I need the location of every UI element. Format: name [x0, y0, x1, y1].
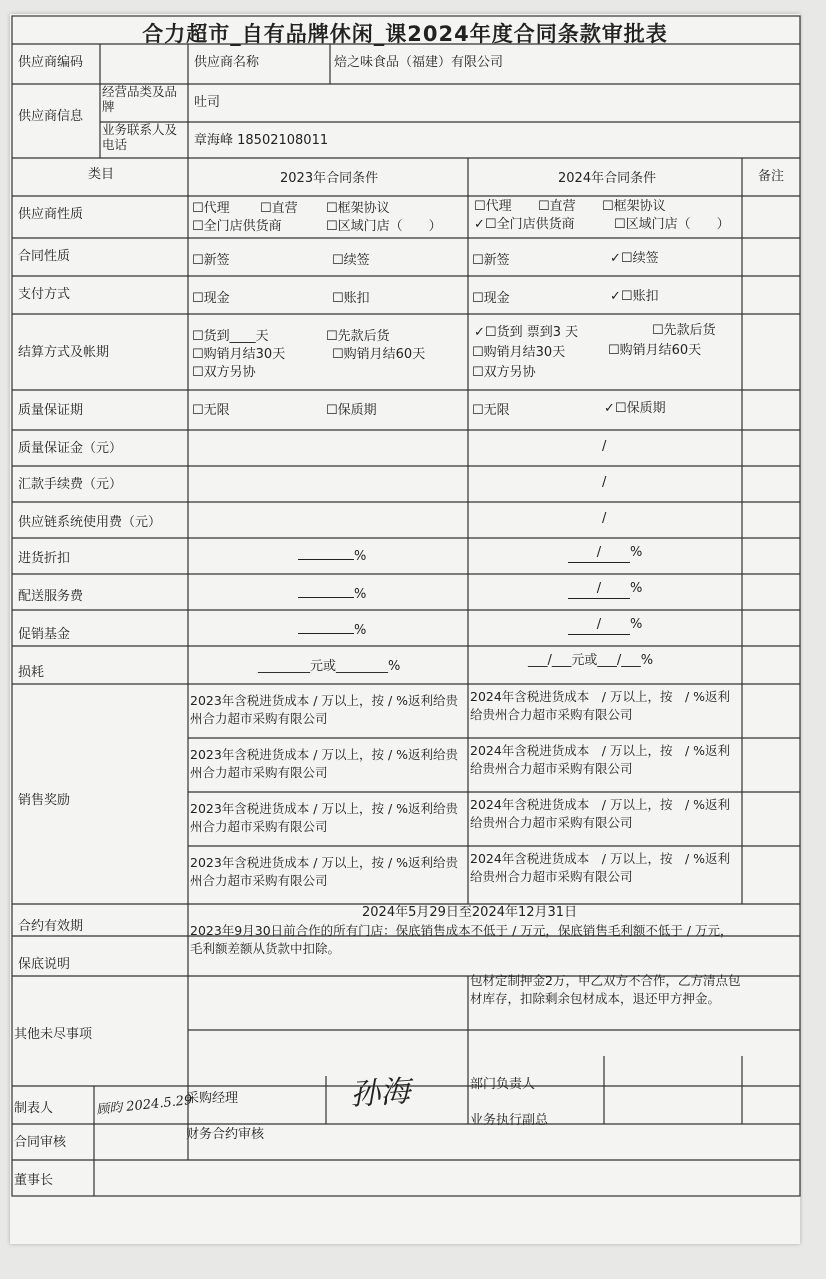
reward-2023-3: 2023年含税进货成本 / 万以上，按 / %返利给贵州合力超市采购有限公司 — [190, 801, 459, 834]
header-remark: 备注 — [758, 169, 785, 184]
label-sales-reward: 销售奖励 — [18, 793, 71, 808]
checkbox-agent-2023[interactable] — [192, 201, 204, 216]
checkbox-cash-2024[interactable] — [472, 291, 484, 306]
opt-label: 货到 票到3 天 — [496, 325, 579, 340]
opt-label: 货到____天 — [203, 329, 269, 344]
deposit-2024: / — [602, 439, 607, 454]
label-supplier-code: 供应商编码 — [18, 55, 84, 70]
pct-label: % — [630, 617, 643, 632]
promo-2023-blank[interactable] — [298, 633, 354, 634]
checkbox-none-2024[interactable] — [472, 403, 484, 418]
checkbox-prepay-2024[interactable] — [652, 323, 664, 338]
opt-label: 账扣 — [632, 289, 659, 304]
header-2023: 2023年合同条件 — [280, 171, 379, 186]
opt-label: 代理 — [485, 199, 512, 214]
checkbox-m30-2023[interactable] — [192, 347, 204, 362]
label-contract-review: 合同审核 — [14, 1135, 67, 1150]
label-scm-fee: 供应链系统使用费（元） — [18, 515, 162, 530]
checkbox-m60-2023[interactable] — [332, 347, 344, 362]
promo-2024-blank[interactable]: / — [568, 616, 630, 635]
opt-label: 全门店供货商 — [496, 217, 575, 232]
label-loss: 损耗 — [18, 665, 45, 680]
opt-label: 区域门店（ ） — [337, 219, 442, 234]
signature-mgr: 孙海 — [349, 1073, 412, 1114]
label-other: 其他未尽事项 — [14, 1027, 93, 1042]
signature-maker: 顾昀 2024.5.29 — [95, 1092, 194, 1118]
reward-2024-4: 2024年含税进货成本 / 万以上，按 / %返利给贵州合力超市采购有限公司 — [470, 851, 731, 884]
opt-label: 现金 — [483, 291, 510, 306]
opt-label: 新签 — [483, 253, 510, 268]
value-contact: 章海峰 18502108011 — [194, 133, 329, 148]
checkbox-new-2024[interactable] — [472, 253, 484, 268]
checkbox-deduct-2023[interactable] — [332, 291, 344, 306]
opt-label: 双方另协 — [203, 365, 256, 380]
reward-2023-4: 2023年含税进货成本 / 万以上，按 / %返利给贵州合力超市采购有限公司 — [190, 855, 459, 888]
discount-2023-blank[interactable] — [298, 559, 354, 560]
pct-label: % — [354, 623, 367, 638]
checkbox-shelf-2023[interactable] — [326, 403, 338, 418]
checkbox-none-2023[interactable] — [192, 403, 204, 418]
checkbox-renew-2024[interactable] — [621, 251, 633, 266]
tick-mark: ✓ — [474, 217, 485, 232]
discount-2024-blank[interactable]: / — [568, 544, 630, 563]
delivery-2024-blank[interactable]: / — [568, 580, 630, 599]
opt-label: 账扣 — [343, 291, 370, 306]
pct-label: % — [354, 549, 367, 564]
checkbox-shelf-2024[interactable] — [615, 401, 627, 416]
page-title: 合力超市_自有品牌休闲_课2024年度合同条款审批表 — [142, 22, 668, 46]
opt-label: 续签 — [632, 251, 659, 266]
opt-label: 框架协议 — [613, 199, 666, 214]
label-purchase-mgr: 采购经理 — [186, 1091, 239, 1106]
reward-2023-1: 2023年含税进货成本 / 万以上，按 / %返利给贵州合力超市采购有限公司 — [190, 693, 459, 726]
label-nature: 供应商性质 — [18, 207, 84, 222]
label-guarantee: 保底说明 — [18, 957, 71, 972]
pct-label: % — [630, 545, 643, 560]
reward-2024-2: 2024年含税进货成本 / 万以上，按 / %返利给贵州合力超市采购有限公司 — [470, 743, 731, 776]
header-item: 类目 — [88, 167, 115, 182]
opt-label: 无限 — [203, 403, 230, 418]
label-promo: 促销基金 — [18, 627, 71, 642]
label-supplier-info: 供应商信息 — [18, 109, 84, 124]
opt-label: 代理 — [203, 201, 230, 216]
checkbox-cash-2023[interactable] — [192, 291, 204, 306]
opt-label: 先款后货 — [663, 323, 716, 338]
checkbox-agent-2024[interactable] — [474, 199, 486, 214]
loss-2024: ___/___元或___/___% — [528, 653, 654, 668]
reward-2024-3: 2024年含税进货成本 / 万以上，按 / %返利给贵州合力超市采购有限公司 — [470, 797, 731, 830]
remit-fee-2024: / — [602, 475, 607, 490]
reward-2023-2: 2023年含税进货成本 / 万以上，按 / %返利给贵州合力超市采购有限公司 — [190, 747, 459, 780]
label-quality-period: 质量保证期 — [18, 403, 84, 418]
label-validity: 合约有效期 — [18, 919, 84, 934]
tick-mark: ✓ — [474, 325, 485, 340]
opt-label: 全门店供货商 — [203, 219, 282, 234]
label-deposit: 质量保证金（元） — [18, 441, 123, 456]
opt-label: 购销月结60天 — [619, 343, 702, 358]
opt-label: 直营 — [271, 201, 298, 216]
value-other: 包材定制押金2万，甲乙双方不合作，乙方清点包材库存，扣除剩余包材成本，退还甲方押金。 — [470, 973, 741, 1006]
label-chairman: 董事长 — [14, 1173, 54, 1188]
checkbox-region-2023[interactable] — [326, 219, 338, 234]
opt-label: 购销月结30天 — [483, 345, 566, 360]
opt-label: 保质期 — [337, 403, 377, 418]
label-maker: 制表人 — [14, 1101, 54, 1116]
checkbox-frame-2024[interactable] — [602, 199, 614, 214]
label-supplier-name: 供应商名称 — [194, 55, 260, 70]
loss-2023: ________元或________% — [258, 659, 401, 674]
label-settlement: 结算方式及帐期 — [18, 345, 110, 360]
paper-sheet — [10, 14, 800, 1244]
label-finance-review: 财务合约审核 — [186, 1127, 265, 1142]
checkbox-new-2023[interactable] — [192, 253, 204, 268]
scm-fee-2024: / — [602, 511, 607, 526]
checkbox-arrival-2024[interactable] — [485, 325, 497, 340]
reward-2024-1: 2024年含税进货成本 / 万以上，按 / %返利给贵州合力超市采购有限公司 — [470, 689, 731, 722]
checkbox-arrival-2023[interactable] — [192, 329, 204, 344]
label-contract-type: 合同性质 — [18, 249, 71, 264]
tick-mark: ✓ — [610, 289, 621, 304]
pct-label: % — [354, 587, 367, 602]
checkbox-m60-2024[interactable] — [608, 343, 620, 358]
opt-label: 现金 — [203, 291, 230, 306]
label-vp: 业务执行副总 — [470, 1113, 549, 1128]
opt-label: 保质期 — [626, 401, 666, 416]
checkbox-prepay-2023[interactable] — [326, 329, 338, 344]
pct-label: % — [630, 581, 643, 596]
checkbox-all-2024[interactable] — [485, 217, 497, 232]
opt-label: 购销月结60天 — [343, 347, 426, 362]
label-dept-head: 部门负责人 — [470, 1077, 536, 1092]
opt-label: 新签 — [203, 253, 230, 268]
checkbox-region-2024[interactable] — [614, 217, 626, 232]
checkbox-frame-2023[interactable] — [326, 201, 338, 216]
value-supplier-name: 焙之味食品（福建）有限公司 — [334, 55, 504, 70]
checkbox-both-2023[interactable] — [192, 365, 204, 380]
label-delivery: 配送服务费 — [18, 589, 84, 604]
opt-label: 先款后货 — [337, 329, 390, 344]
label-discount: 进货折扣 — [18, 551, 71, 566]
label-payment: 支付方式 — [18, 287, 71, 302]
opt-label: 区域门店（ ） — [625, 217, 730, 232]
header-2024: 2024年合同条件 — [558, 171, 657, 186]
label-remit-fee: 汇款手续费（元） — [18, 477, 123, 492]
checkbox-m30-2024[interactable] — [472, 345, 484, 360]
opt-label: 无限 — [483, 403, 510, 418]
checkbox-both-2024[interactable] — [472, 365, 484, 380]
checkbox-direct-2023[interactable] — [260, 201, 272, 216]
opt-label: 双方另协 — [483, 365, 536, 380]
delivery-2023-blank[interactable] — [298, 597, 354, 598]
label-category: 经营品类及品牌 — [102, 84, 178, 114]
opt-label: 框架协议 — [337, 201, 390, 216]
opt-label: 直营 — [549, 199, 576, 214]
opt-label: 购销月结30天 — [203, 347, 286, 362]
checkbox-direct-2024[interactable] — [538, 199, 550, 214]
checkbox-deduct-2024[interactable] — [621, 289, 633, 304]
opt-label: 续签 — [343, 253, 370, 268]
value-validity: 2024年5月29日至2024年12月31日 — [362, 905, 578, 920]
value-guarantee: 2023年9月30日前合作的所有门店：保底销售成本不低于 / 万元，保底销售毛利额不低于 / 万元，毛利额差额从货款中扣除。 — [190, 923, 733, 956]
checkbox-all-2023[interactable] — [192, 219, 204, 234]
checkbox-renew-2023[interactable] — [332, 253, 344, 268]
tick-mark: ✓ — [610, 251, 621, 266]
value-category: 吐司 — [194, 95, 221, 110]
label-contact: 业务联系人及电话 — [102, 122, 178, 152]
tick-mark: ✓ — [604, 401, 615, 416]
